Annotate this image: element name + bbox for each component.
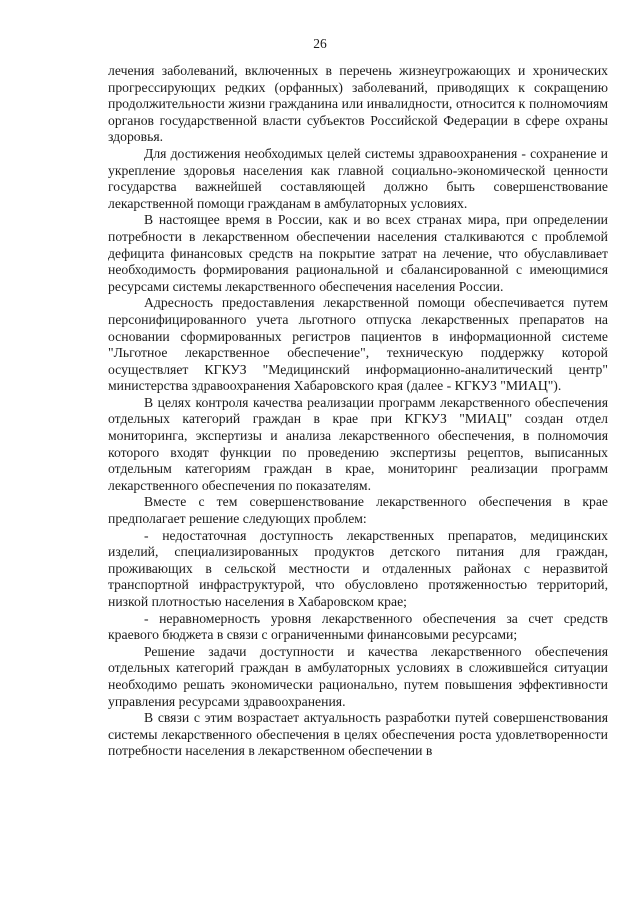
body-text <box>108 63 608 760</box>
paragraph: Адресность предоставления лекарственной помощи обеспечивается путем персонифицированного учета льготного отпуска лекарственных препаратов на основании сформированных регистров пациентов в информационной системе "Льготное лекарственное обеспечение", техническую поддержку которой осуществляет КГКУЗ "Медицинский информационно-аналитический центр" министерства здравоохранения Хабаровского края (далее - КГКУЗ "МИАЦ"). <box>108 295 608 394</box>
list-item: - недостаточная доступность лекарственных препаратов, медицинских изделий, специализированных продуктов детского питания для граждан, проживающих в сельской местности и отдаленных районах с неразвитой транспортной инфраструктурой, что обусловлено протяженностью территорий, низкой плотностью населения в Хабаровском крае; <box>108 527 608 609</box>
paragraph: Для достижения необходимых целей системы здравоохранения - сохранение и укрепление здоровья населения как главной социально-экономической ценности государства важнейшей составляющей должно быть совершенствование лекарственной помощи гражданам в амбулаторных условиях. <box>108 145 608 211</box>
paragraph: В целях контроля качества реализации программ лекарственного обеспечения отдельных категорий граждан в крае при КГКУЗ "МИАЦ" создан отдел мониторинга, экспертизы и анализа лекарственного обеспечения, в полномочия которого входят функции по проведению экспертизы рецептов, выписанных отдельным категориям граждан в крае, мониторинг реализации программ лекарственного обеспечения по показателям. <box>108 394 608 493</box>
paragraph: лечения заболеваний, включенных в перечень жизнеугрожающих и хронических прогрессирующих редких (орфанных) заболеваний, приводящих к сокращению продолжительности жизни гражданина или инвалидности, относится к полномочиям органов государственной власти субъектов Российской Федерации в сфере охраны здоровья. <box>108 63 608 145</box>
list-item: - неравномерность уровня лекарственного обеспечения за счет средств краевого бюджета в связи с ограниченными финансовыми ресурсами; <box>108 610 608 643</box>
paragraph: Вместе с тем совершенствование лекарственного обеспечения в крае предполагает решение следующих проблем: <box>108 494 608 527</box>
paragraph: В настоящее время в России, как и во всех странах мира, при определении потребности в лекарственном обеспечении населения сталкиваются с проблемой дефицита финансовых средств на покрытие затрат на лечение, что обуславливает необходимость формирования рациональной и сбалансированной с имеющимися ресурсами системы лекарственного обеспечения населения России. <box>108 212 608 294</box>
paragraph: Решение задачи доступности и качества лекарственного обеспечения отдельных категорий граждан в амбулаторных условиях в сложившейся ситуации необходимо решать экономически рационально, путем повышения эффективности управления ресурсами здравоохранения. <box>108 643 608 709</box>
paragraph: В связи с этим возрастает актуальность разработки путей совершенствования системы лекарственного обеспечения в целях обеспечения роста удовлетворенности потребности населения в лекарственном обеспечении в <box>108 710 608 759</box>
page-number: 26 <box>313 36 327 51</box>
